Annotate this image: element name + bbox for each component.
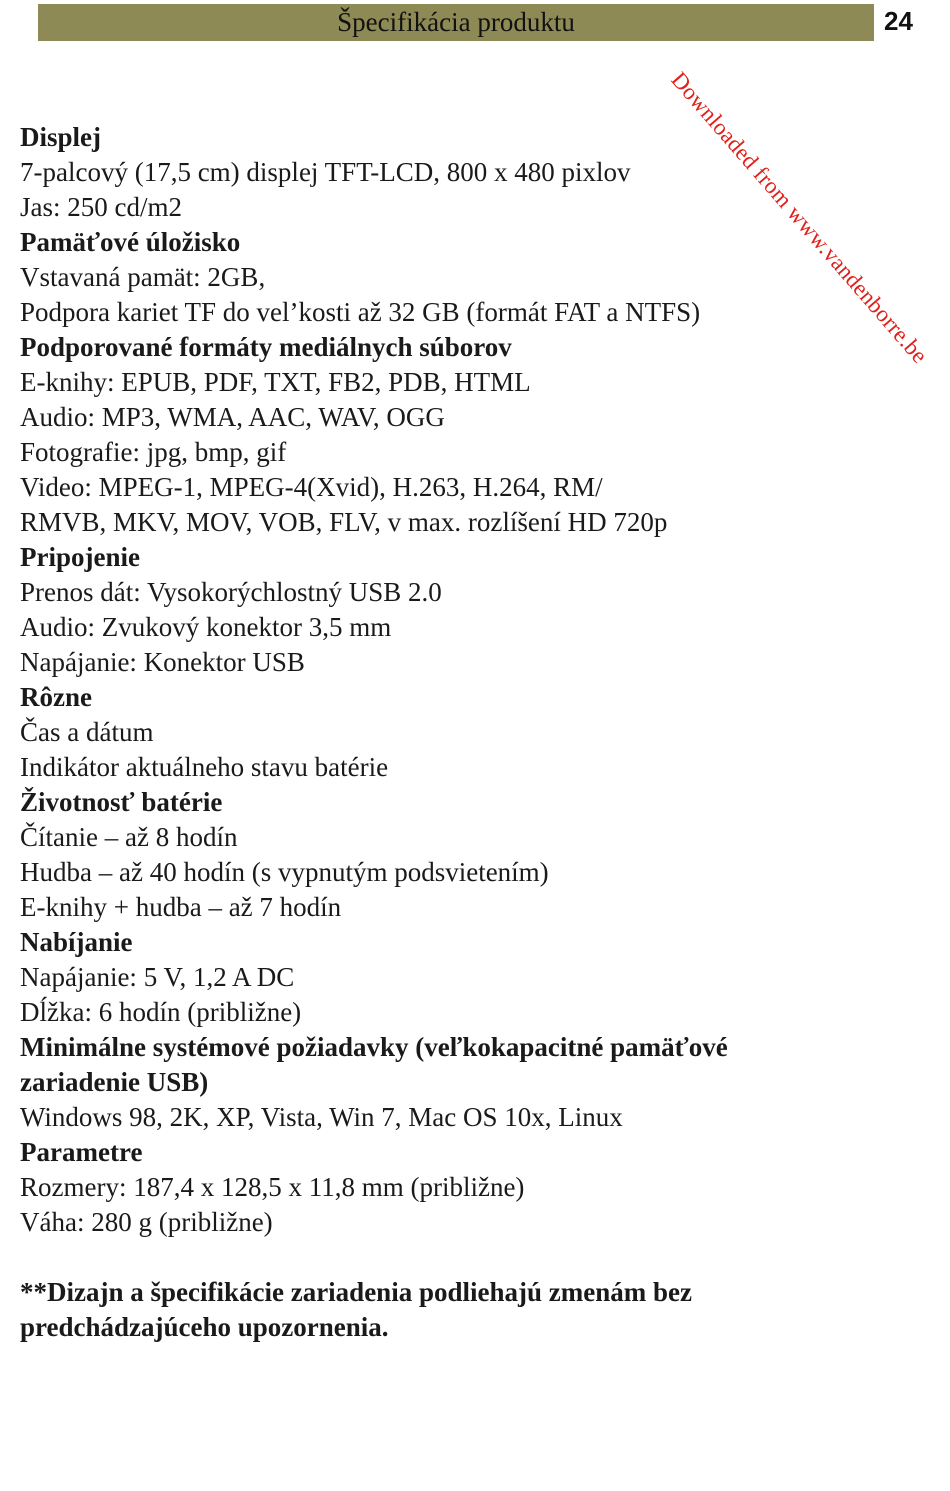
spec-line: Indikátor aktuálneho stavu batérie — [20, 752, 389, 782]
header-bar — [38, 4, 874, 41]
spec-line: E-knihy + hudba – až 7 hodín — [20, 892, 342, 922]
spec-line: Váha: 280 g (približne) — [20, 1207, 273, 1237]
watermark: Downloaded from www.vandenborre.be — [666, 67, 933, 369]
section-heading-misc: Rôzne — [20, 682, 92, 712]
spec-line: Dĺžka: 6 hodín (približne) — [20, 997, 302, 1027]
spec-line: Windows 98, 2K, XP, Vista, Win 7, Mac OS 10x, Linux — [20, 1102, 623, 1132]
section-heading-connection: Pripojenie — [20, 542, 140, 572]
spec-line: Fotografie: jpg, bmp, gif — [20, 437, 287, 467]
section-heading-storage: Pamäťové úložisko — [20, 227, 241, 257]
spec-line: Hudba – až 40 hodín (s vypnutým podsvietením) — [20, 857, 549, 887]
spec-line: Jas: 250 cd/m2 — [20, 192, 182, 222]
spec-line: Video: MPEG-1, MPEG-4(Xvid), H.263, H.264, RM/ — [20, 472, 603, 502]
spec-line: Prenos dát: Vysokorýchlostný USB 2.0 — [20, 577, 442, 607]
footnote: **Dizajn a špecifikácie zariadenia podliehajú zmenám bez predchádzajúceho upozornenia. — [20, 1277, 692, 1342]
spec-line: Čas a dátum — [20, 717, 154, 747]
spec-line: Podpora kariet TF do vel’kosti až 32 GB (formát FAT a NTFS) — [20, 297, 701, 327]
spec-line: RMVB, MKV, MOV, VOB, FLV, v max. rozlíšení HD 720p — [20, 507, 668, 537]
section-heading-display: Displej — [20, 122, 101, 152]
page-title: Špecifikácia produktu — [337, 7, 575, 37]
spec-line: Čítanie – až 8 hodín — [20, 822, 238, 852]
section-heading-charging: Nabíjanie — [20, 927, 133, 957]
section-heading-parameters: Parametre — [20, 1137, 143, 1167]
spec-line: Napájanie: Konektor USB — [20, 647, 305, 677]
spec-line: Audio: Zvukový konektor 3,5 mm — [20, 612, 392, 642]
section-heading-requirements: Minimálne systémové požiadavky (veľkokapacitné pamäťové zariadenie USB) — [20, 1032, 728, 1097]
section-heading-formats: Podporované formáty mediálnych súborov — [20, 332, 512, 362]
spec-line: Napájanie: 5 V, 1,2 A DC — [20, 962, 295, 992]
spec-line: Rozmery: 187,4 x 128,5 x 11,8 mm (približne) — [20, 1172, 525, 1202]
page-number: 24 — [884, 6, 913, 36]
spec-line: Audio: MP3, WMA, AAC, WAV, OGG — [20, 402, 445, 432]
spec-line: Vstavaná pamät: 2GB, — [20, 262, 266, 292]
spec-line: 7-palcový (17,5 cm) displej TFT-LCD, 800 x 480 pixlov — [20, 157, 631, 187]
section-heading-battery-life: Životnosť batérie — [20, 787, 223, 817]
spec-content — [20, 120, 920, 1345]
spec-line: E-knihy: EPUB, PDF, TXT, FB2, PDB, HTML — [20, 367, 531, 397]
